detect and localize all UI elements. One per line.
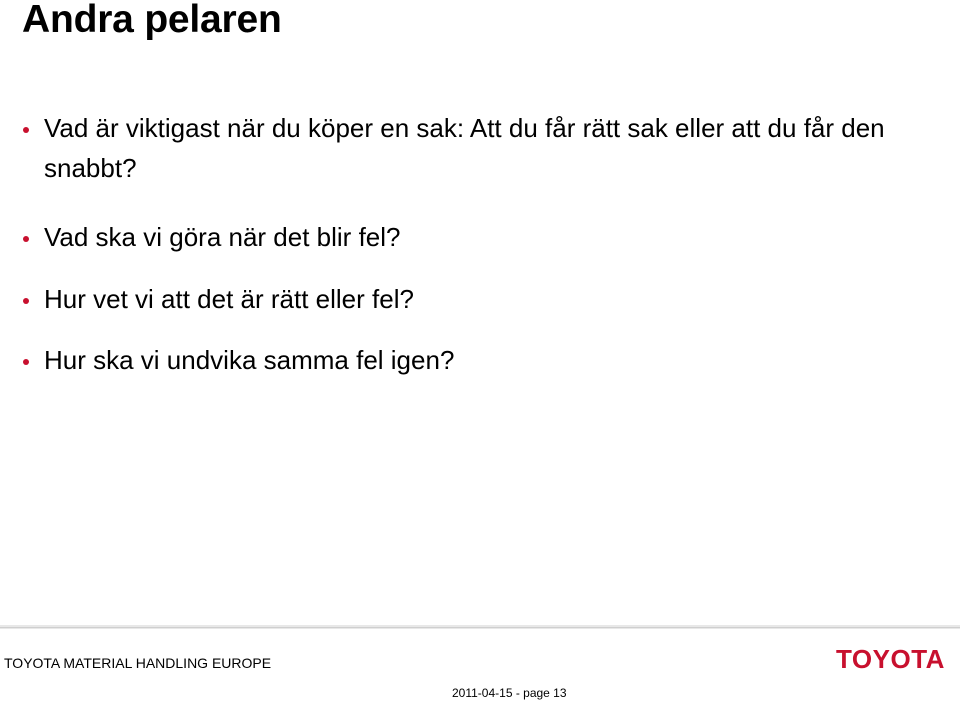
slide-title: Andra pelaren xyxy=(22,0,282,41)
bullet-text: Hur vet vi att det är rätt eller fel? xyxy=(44,284,414,314)
company-name: TOYOTA MATERIAL HANDLING EUROPE xyxy=(4,655,272,671)
footer-divider-line xyxy=(0,627,960,628)
bullet-dot-icon xyxy=(23,127,29,133)
bullet-dot-icon xyxy=(23,298,29,304)
bullet-text: Vad är viktigast när du köper en sak: Att du får rätt sak eller att du får den snabbt? xyxy=(44,113,885,183)
page-info: 2011-04-15 - page 13 xyxy=(452,686,567,700)
bullet-text: Vad ska vi göra när det blir fel? xyxy=(44,222,401,252)
bullet-text: Hur ska vi undvika samma fel igen? xyxy=(44,345,455,375)
bullet-dot-icon xyxy=(23,359,29,365)
toyota-logo: TOYOTA xyxy=(836,644,945,674)
bullet-dot-icon xyxy=(23,236,29,242)
